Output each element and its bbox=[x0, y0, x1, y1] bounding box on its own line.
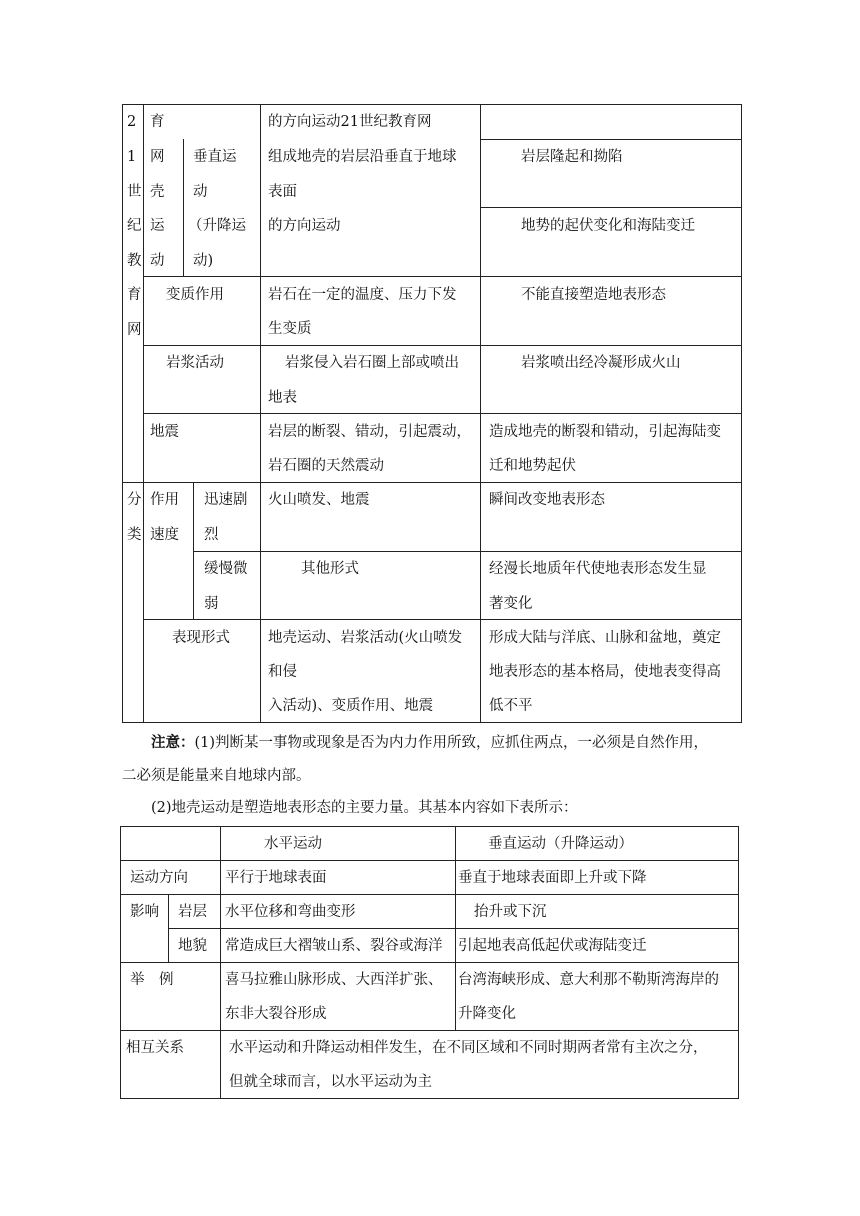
landform-label: 地貌 bbox=[178, 938, 207, 954]
metamorphism-label: 变质作用 bbox=[166, 287, 224, 303]
vertical-motion-label: （升降运 bbox=[188, 218, 246, 234]
vertical-motion-desc: 表面 bbox=[268, 184, 297, 200]
form-effect: 形成大陆与洋底、山脉和盆地，奠定 bbox=[489, 630, 721, 646]
header-vertical-motion: 垂直运动（升降运动） bbox=[488, 836, 633, 852]
slow-effect: 经漫长地质年代使地表形态发生显 bbox=[489, 561, 707, 577]
horizontal-motion-desc-tail: 的方向运动21世纪教育网 bbox=[268, 114, 432, 130]
earthquake-label: 地震 bbox=[150, 424, 179, 440]
strata-horizontal: 水平位移和弯曲变形 bbox=[225, 904, 356, 920]
form-desc: 入活动)、变质作用、地震 bbox=[268, 698, 434, 714]
vertical-motion-effect-a: 岩层隆起和拗陷 bbox=[521, 149, 623, 165]
strata-label: 岩层 bbox=[178, 904, 207, 920]
vertical-motion-desc: 组成地壳的岩层沿垂直于地球 bbox=[268, 149, 457, 165]
side-label-char: 网 bbox=[127, 322, 142, 338]
magma-label: 岩浆活动 bbox=[166, 355, 224, 371]
direction-vertical: 垂直于地球表面即上升或下降 bbox=[458, 870, 647, 886]
crust-label-char: 动 bbox=[150, 253, 165, 269]
header-horizontal-motion: 水平运动 bbox=[264, 836, 322, 852]
relation-text: 但就全球而言，以水平运动为主 bbox=[229, 1074, 432, 1090]
class-label-char: 类 bbox=[127, 527, 142, 543]
class-label-char: 分 bbox=[127, 492, 142, 508]
crust-label-char: 育 bbox=[150, 114, 165, 130]
side-label-char: 教 bbox=[127, 253, 142, 269]
fast-desc: 火山喷发、地震 bbox=[268, 492, 370, 508]
vertical-motion-effect-b: 地势的起伏变化和海陆变迁 bbox=[521, 218, 695, 234]
crust-label-char: 壳 bbox=[150, 184, 165, 200]
note-line-3: (2)地壳运动是塑造地表形态的主要力量。其基本内容如下表所示： bbox=[151, 800, 578, 816]
slow-label: 弱 bbox=[204, 596, 219, 612]
earthquake-desc: 岩层的断裂、错动，引起震动， bbox=[268, 424, 471, 440]
fast-label: 迅速剧 bbox=[204, 492, 248, 508]
magma-effect: 岩浆喷出经冷凝形成火山 bbox=[521, 355, 681, 371]
slow-effect: 著变化 bbox=[489, 596, 533, 612]
speed-label: 作用 bbox=[150, 492, 179, 508]
relation-label: 相互关系 bbox=[126, 1040, 184, 1056]
side-label-char: 1 bbox=[127, 149, 137, 165]
metamorphism-desc: 岩石在一定的温度、压力下发 bbox=[268, 287, 457, 303]
vertical-motion-label: 动) bbox=[193, 253, 214, 269]
side-label-char: 世 bbox=[127, 184, 142, 200]
landform-horizontal: 常造成巨大褶皱山系、裂谷或海洋 bbox=[225, 938, 443, 954]
note-line-2: 二必须是能量来自地球内部。 bbox=[122, 768, 311, 784]
example-horizontal: 喜马拉雅山脉形成、大西洋扩张、 bbox=[225, 972, 443, 988]
direction-horizontal: 平行于地球表面 bbox=[225, 870, 327, 886]
vertical-motion-desc: 的方向运动 bbox=[268, 218, 341, 234]
side-label-char: 2 bbox=[127, 114, 137, 130]
side-label-char: 育 bbox=[127, 287, 142, 303]
example-label: 举 例 bbox=[130, 972, 174, 988]
slow-label: 缓慢微 bbox=[204, 561, 248, 577]
speed-label: 速度 bbox=[150, 527, 179, 543]
form-effect: 低不平 bbox=[489, 698, 533, 714]
crust-label-char: 运 bbox=[150, 218, 165, 234]
example-vertical: 升降变化 bbox=[458, 1006, 516, 1022]
metamorphism-effect: 不能直接塑造地表形态 bbox=[521, 287, 666, 303]
magma-desc: 岩浆侵入岩石圈上部或喷出 bbox=[285, 355, 459, 371]
strata-vertical: 抬升或下沉 bbox=[474, 904, 547, 920]
note-text: (1)判断某一事物或现象是否为内力作用所致，应抓住两点，一必须是自然作用， bbox=[194, 735, 709, 751]
slow-desc: 其他形式 bbox=[301, 561, 359, 577]
earthquake-effect: 迁和地势起伏 bbox=[489, 458, 576, 474]
crust-label-char: 网 bbox=[150, 149, 165, 165]
vertical-motion-label: 动 bbox=[193, 184, 208, 200]
fast-label: 烈 bbox=[204, 527, 219, 543]
form-desc: 地壳运动、岩浆活动(火山喷发 bbox=[268, 630, 463, 646]
metamorphism-desc: 生变质 bbox=[268, 321, 312, 337]
form-effect: 地表形态的基本格局，使地表变得高 bbox=[489, 664, 721, 680]
example-horizontal: 东非大裂谷形成 bbox=[225, 1006, 327, 1022]
earthquake-effect: 造成地壳的断裂和错动，引起海陆变 bbox=[489, 424, 721, 440]
note-bold-label: 注意： bbox=[151, 734, 195, 751]
landform-vertical: 引起地表高低起伏或海陆变迁 bbox=[458, 938, 647, 954]
form-desc: 和侵 bbox=[268, 664, 297, 680]
earthquake-desc: 岩石圈的天然震动 bbox=[268, 458, 384, 474]
fast-effect: 瞬间改变地表形态 bbox=[489, 492, 605, 508]
vertical-motion-label: 垂直运 bbox=[193, 149, 237, 165]
side-label-char: 纪 bbox=[127, 218, 142, 234]
example-vertical: 台湾海峡形成、意大利那不勒斯湾海岸的 bbox=[458, 972, 719, 988]
direction-label: 运动方向 bbox=[130, 870, 188, 886]
influence-label: 影响 bbox=[130, 904, 159, 920]
magma-desc: 地表 bbox=[268, 390, 297, 406]
relation-text: 水平运动和升降运动相伴发生，在不同区域和不同时期两者常有主次之分， bbox=[229, 1040, 708, 1056]
form-label: 表现形式 bbox=[172, 630, 230, 646]
